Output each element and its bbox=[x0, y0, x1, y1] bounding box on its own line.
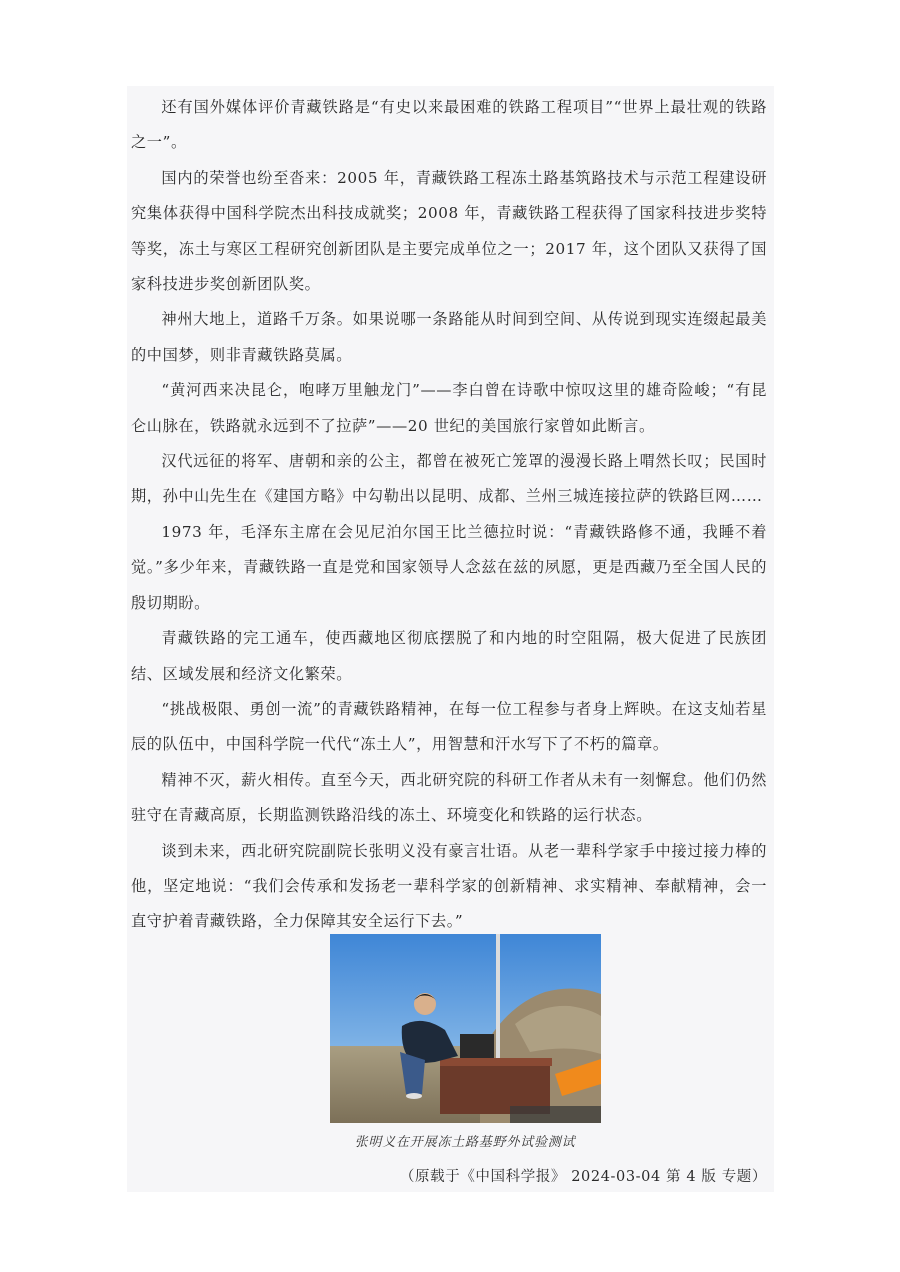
paragraph-7: 青藏铁路的完工通车，使西藏地区彻底摆脱了和内地的时空阻隔，极大促进了民族团结、区域发展和经济文化繁荣。 bbox=[131, 629, 767, 683]
paragraph-3: 神州大地上，道路千万条。如果说哪一条路能从时间到空间、从传说到现实连缀起最美的中国梦，则非青藏铁路莫属。 bbox=[131, 310, 767, 364]
photo-caption: 张明义在开展冻土路基野外试验测试 bbox=[354, 1135, 576, 1150]
source-attribution: （原载于《中国科学报》 2024-03-04 第 4 版 专题） bbox=[399, 1169, 767, 1185]
article-body bbox=[131, 90, 767, 940]
paragraph-6: 1973 年，毛泽东主席在会见尼泊尔国王比兰德拉时说：“青藏铁路修不通，我睡不着觉。”多少年来，青藏铁路一直是党和国家领导人念兹在兹的夙愿，更是西藏乃至全国人民的殷切期盼。 bbox=[131, 522, 767, 612]
paragraph-4: “黄河西来决昆仑，咆哮万里触龙门”——李白曾在诗歌中惊叹这里的雄奇险峻；“有昆仑山脉在，铁路就永远到不了拉萨”——20 世纪的美国旅行家曾如此断言。 bbox=[131, 381, 767, 435]
paragraph-2: 国内的荣誉也纷至沓来：2005 年，青藏铁路工程冻土路基筑路技术与示范工程建设研究集体获得中国科学院杰出科技成就奖；2008 年，青藏铁路工程获得了国家科技进步奖特等奖，冻土与寒区工程研究创新团队是主要完成单位之一；2017 年，这个团队又获得了国家科技进步奖创新团队奖。 bbox=[131, 168, 767, 294]
paragraph-1: 还有国外媒体评价青藏铁路是“有史以来最困难的铁路工程项目”“世界上最壮观的铁路之一”。 bbox=[131, 98, 767, 152]
paragraph-9: 精神不灭，薪火相传。直至今天，西北研究院的科研工作者从未有一刻懈怠。他们仍然驻守在青藏高原，长期监测铁路沿线的冻土、环境变化和铁路的运行状态。 bbox=[131, 770, 767, 825]
paragraph-8: “挑战极限、勇创一流”的青藏铁路精神，在每一位工程参与者身上辉映。在这支灿若星辰的队伍中，中国科学院一代代“冻土人”，用智慧和汗水写下了不朽的篇章。 bbox=[131, 699, 767, 754]
paragraph-10: 谈到未来，西北研究院副院长张明义没有豪言壮语。从老一辈科学家手中接过接力棒的他，坚定地说：“我们会传承和发扬老一辈科学家的创新精神、求实精神、奉献精神，会一直守护着青藏铁路，全力保障其安全运行下去。” bbox=[131, 841, 767, 931]
field-test-photo bbox=[330, 934, 601, 1123]
paragraph-5: 汉代远征的将军、唐朝和亲的公主，都曾在被死亡笼罩的漫漫长路上喟然长叹；民国时期，孙中山先生在《建国方略》中勾勒出以昆明、成都、兰州三城连接拉萨的铁路巨网…… bbox=[131, 452, 767, 506]
